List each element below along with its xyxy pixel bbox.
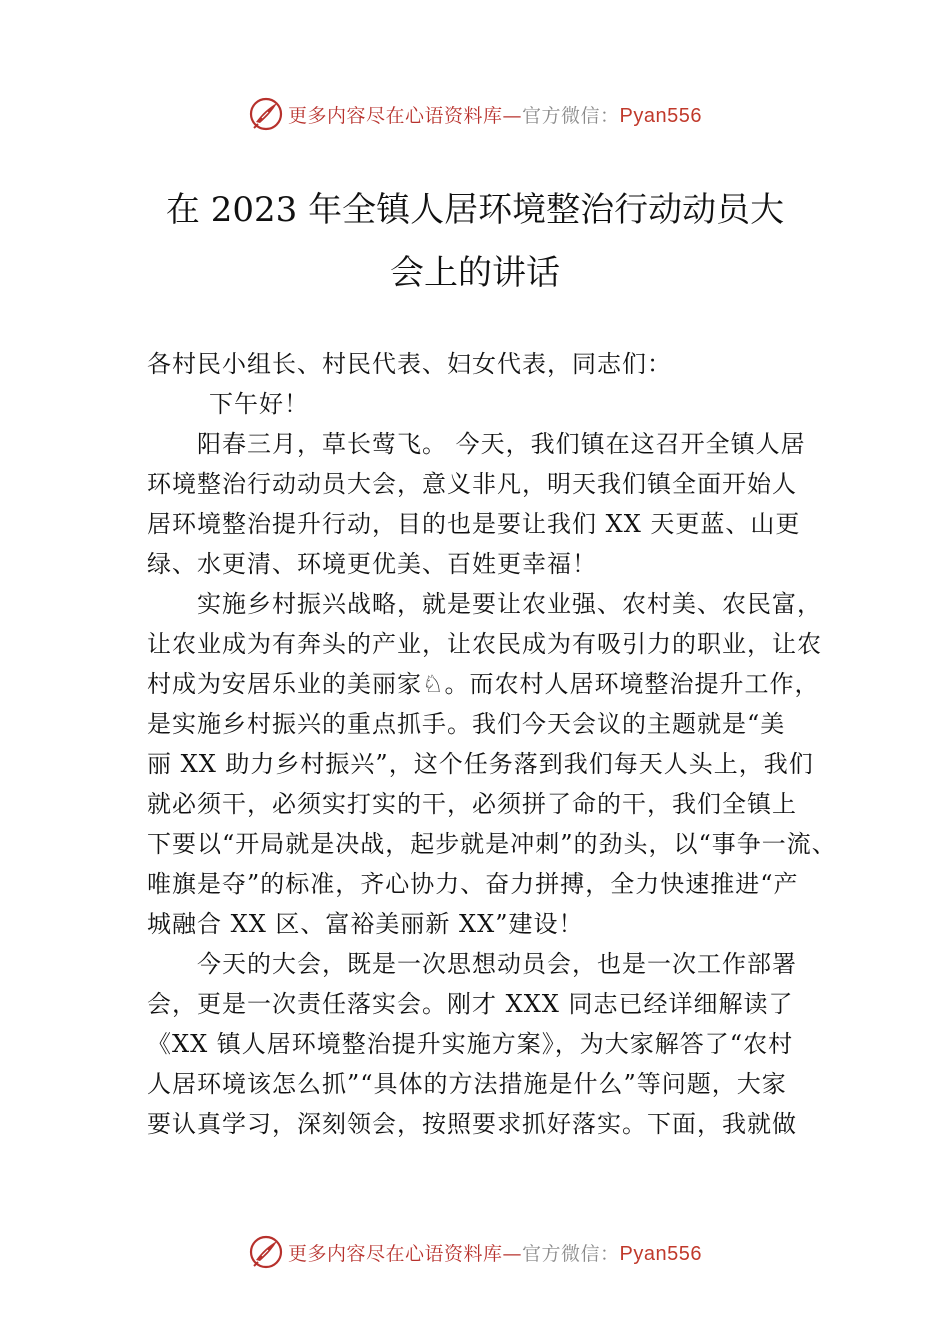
footer-banner (0, 1230, 950, 1274)
body-line: 是实施乡村振兴的重点抓手。我们今天会议的主题就是“美 (147, 710, 786, 738)
document-title-line2: 会上的讲话 (390, 253, 560, 293)
body-line: 居环境整治提升行动，目的也是要让我们 XX 天更蓝、山更 (147, 510, 801, 538)
body-line: 会，更是一次责任落实会。刚才 XXX 同志已经详细解读了 (147, 990, 794, 1018)
document-title-line1: 在 2023 年全镇人居环境整治行动动员大 (165, 190, 785, 230)
banner-wechat-id: Pyan556 (619, 1242, 702, 1265)
body-line: 人居环境该怎么抓”“具体的方法措施是什么”等问题，大家 (147, 1070, 787, 1098)
banner-slogan: 更多内容尽在心语资料库— (288, 1242, 523, 1265)
body-line: 实施乡村振兴战略，就是要让农业强、农村美、农民富， (197, 590, 822, 618)
body-line: 城融合 XX 区、富裕美丽新 XX”建设！ (147, 910, 584, 938)
body-line: 环境整治行动动员大会，意义非凡，明天我们镇全面开始人 (147, 470, 797, 498)
banner-text (288, 1239, 702, 1266)
body-line: 下午好！ (209, 390, 309, 418)
body-line: 唯旗是夺”的标准，齐心协力、奋力拼搏，全力快速推进“产 (147, 870, 799, 898)
body-line: 各村民小组长、村民代表、妇女代表，同志们： (147, 350, 672, 378)
header-banner (0, 92, 950, 136)
body-line: 要认真学习，深刻领会，按照要求抓好落实。下面，我就做 (147, 1110, 797, 1138)
quill-logo-icon (248, 96, 284, 132)
document-body (147, 344, 837, 1144)
body-line: 下要以“开局就是决战，起步就是冲刺”的劲头，以“事争一流、 (147, 830, 837, 858)
body-line: 今天的大会，既是一次思想动员会，也是一次工作部署 (197, 950, 797, 978)
quill-logo-icon (248, 1234, 284, 1270)
banner-wechat-label: 官方微信： (522, 1242, 620, 1265)
body-line: 丽 XX 助力乡村振兴”，这个任务落到我们每天人头上，我们 (147, 750, 814, 778)
banner-wechat-id: Pyan556 (619, 104, 702, 127)
body-line: 就必须干，必须实打实的干，必须拼了命的干，我们全镇上 (147, 790, 797, 818)
body-line: 《XX 镇人居环境整治提升实施方案》，为大家解答了“农村 (147, 1030, 794, 1058)
banner-text (288, 101, 702, 128)
banner-slogan: 更多内容尽在心语资料库— (288, 104, 523, 127)
body-line: 让农业成为有奔头的产业，让农民成为有吸引力的职业，让农 (147, 630, 822, 658)
banner-wechat-label: 官方微信： (522, 104, 620, 127)
body-line: 村成为安居乐业的美丽家♘。而农村人居环境整治提升工作， (147, 670, 820, 698)
body-line: 阳春三月，草长莺飞。 今天，我们镇在这召开全镇人居 (197, 430, 806, 458)
body-line: 绿、水更清、环境更优美、百姓更幸福！ (147, 550, 597, 578)
